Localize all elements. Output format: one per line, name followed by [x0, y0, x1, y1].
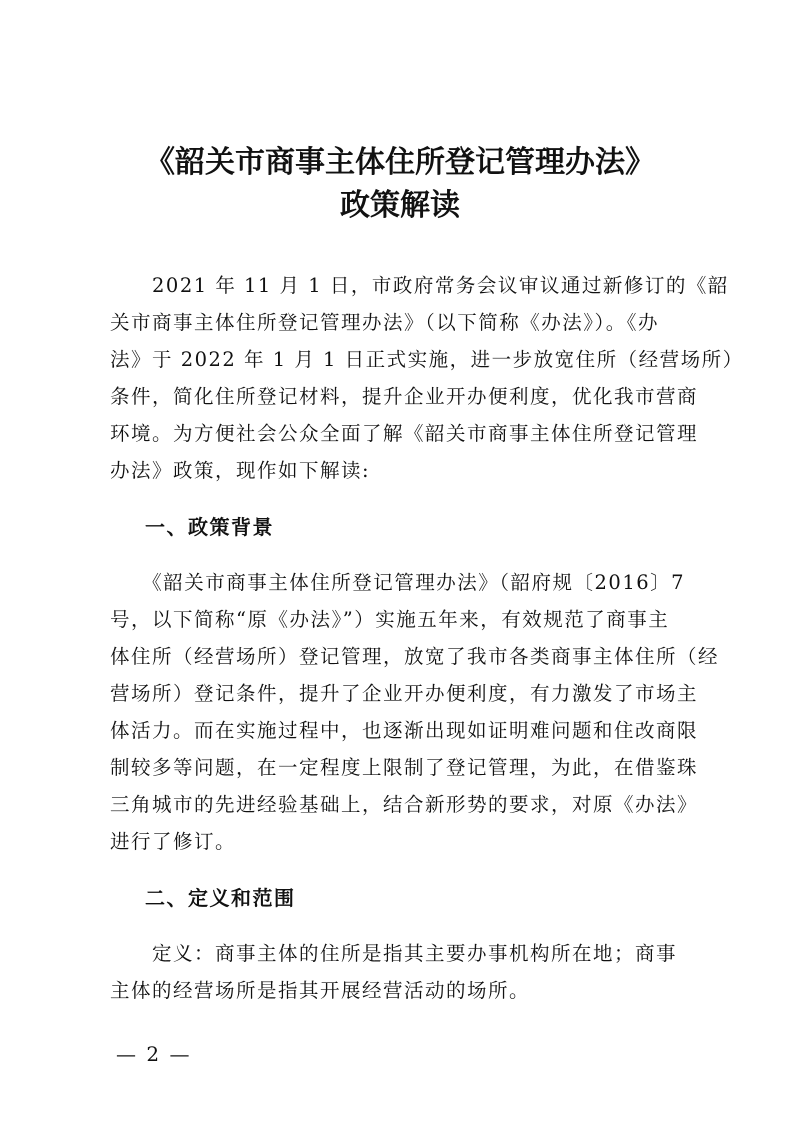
intro-line-6: 办法》政策，现作如下解读:	[110, 459, 371, 482]
background-line-2: 号，以下简称“原《办法》”）实施五年来，有效规范了商事主	[110, 608, 670, 631]
page-number: — 2 —	[116, 1042, 192, 1066]
section-heading-background: 一、政策背景	[145, 515, 274, 539]
intro-line-2: 关市商事主体住所登记管理办法》（以下简称《办法》）。《办	[110, 311, 660, 334]
background-line-4: 营场所）登记条件，提升了企业开办便利度，有力激发了市场主	[110, 682, 699, 705]
definition-line-2: 主体的经营场所是指其开展经营活动的场所。	[110, 979, 531, 1002]
intro-line-5: 环境。为方便社会公众全面了解《韶关市商事主体住所登记管理	[110, 422, 699, 445]
document-title: 《韶关市商事主体住所登记管理办法》	[145, 145, 655, 180]
background-line-7: 三角城市的先进经验基础上，结合新形势的要求，对原《办法》	[110, 793, 699, 816]
document-subtitle: 政策解读	[340, 188, 460, 223]
background-line-8: 进行了修订。	[110, 830, 237, 853]
background-line-1: 《韶关市商事主体住所登记管理办法》（韶府规〔2016〕7	[110, 571, 686, 594]
intro-line-4: 条件，简化住所登记材料，提升企业开办便利度，优化我市营商	[110, 385, 699, 408]
background-line-6: 制较多等问题，在一定程度上限制了登记管理，为此，在借鉴珠	[110, 756, 699, 779]
background-line-3: 体住所（经营场所）登记管理，放宽了我市各类商事主体住所（经	[110, 645, 720, 668]
intro-line-1: 2021 年 11 月 1 日，市政府常务会议审议通过新修订的《韶	[110, 274, 729, 297]
intro-line-3: 法》于 2022 年 1 月 1 日正式实施，进一步放宽住所（经营场所）	[110, 348, 744, 371]
background-line-5: 体活力。而在实施过程中，也逐渐出现如证明难问题和住改商限	[110, 719, 699, 742]
section-heading-definition: 二、定义和范围	[145, 886, 296, 910]
definition-line-1: 定义：商事主体的住所是指其主要办事机构所在地；商事	[110, 942, 678, 965]
